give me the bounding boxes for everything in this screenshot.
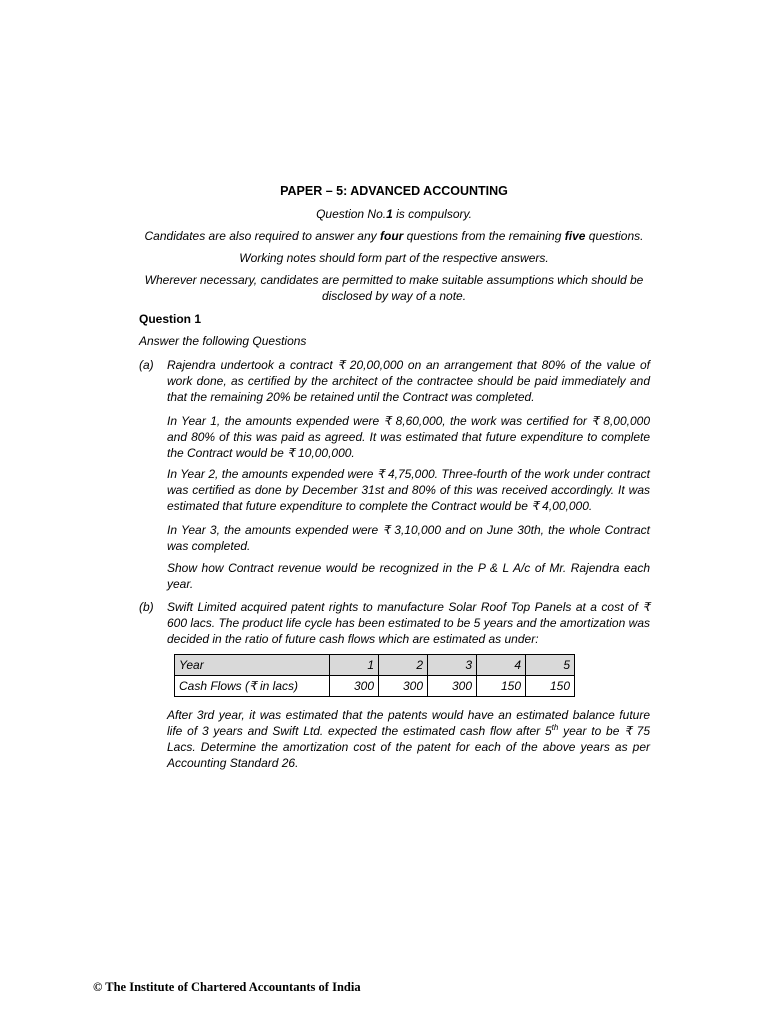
part-b-paragraph-2-pre: After 3rd year, it was estimated that the patents would have an estimated balance future life of 3 years and Swift Ltd. expected the estimated cash flow after 5	[167, 708, 650, 738]
part-b-paragraph-2	[167, 707, 650, 771]
question-heading: Question 1	[139, 312, 202, 326]
instruction-choice-five: five	[564, 229, 586, 243]
footer-copyright: © The Institute of Chartered Accountants of India	[93, 980, 361, 994]
instruction-choice-four: four	[380, 229, 404, 243]
question-intro: Answer the following Questions	[139, 334, 307, 348]
instruction-assumptions: Wherever necessary, candidates are permitted to make suitable assumptions which should be disclosed by way of a note.	[144, 273, 644, 303]
instruction-compulsory-number: 1	[386, 207, 393, 221]
part-a-paragraph-3: In Year 2, the amounts expended were ₹ 4,75,000. Three-fourth of the work under contract was certified as done by December 31st and 80% of this was received accordingly. It was estimated that future expenditure to complete the Contract would be ₹ 4,00,000.	[167, 467, 650, 513]
table-cell-year: 2	[379, 655, 428, 676]
instruction-compulsory-post: is compulsory.	[392, 207, 472, 221]
table-cell-year: 1	[330, 655, 379, 676]
instruction-choice-pre: Candidates are also required to answer any	[144, 229, 380, 243]
table-cell-cash-flow: 300	[330, 676, 379, 697]
part-b-paragraph-1: Swift Limited acquired patent rights to manufacture Solar Roof Top Panels at a cost of ₹ 600 lacs. The product life cycle has been estimated to be 5 years and the amortization was decided in the ratio of future cash flows which are estimated as under:	[167, 600, 650, 646]
part-b-paragraph-2-sup: th	[551, 723, 559, 732]
cash-flow-table	[174, 654, 575, 697]
part-b-paragraph-2-post: year to be ₹ 75 Lacs. Determine the amortization cost of the patent for each of the above years as per Accounting Standard 26.	[167, 724, 650, 770]
table-cell-cash-flow-label: Cash Flows (₹ in lacs)	[175, 676, 330, 697]
instruction-compulsory-pre: Question No.	[316, 207, 387, 221]
page-title: PAPER – 5: ADVANCED ACCOUNTING	[280, 184, 508, 198]
table-cell-year-label: Year	[175, 655, 330, 676]
part-a-letter: (a)	[139, 358, 154, 372]
table-cell-cash-flow: 150	[526, 676, 575, 697]
table-cell-cash-flow: 300	[428, 676, 477, 697]
instruction-choice	[118, 228, 670, 244]
table-cell-cash-flow: 150	[477, 676, 526, 697]
table-row	[175, 655, 575, 676]
table-cell-year: 4	[477, 655, 526, 676]
instruction-choice-post: questions.	[585, 229, 644, 243]
instruction-compulsory	[138, 206, 650, 222]
instruction-working-notes: Working notes should form part of the respective answers.	[239, 251, 549, 265]
table-row	[175, 676, 575, 697]
part-a-paragraph-5: Show how Contract revenue would be recognized in the P & L A/c of Mr. Rajendra each year.	[167, 561, 650, 591]
part-b-letter: (b)	[139, 600, 154, 614]
instruction-choice-mid: questions from the remaining	[403, 229, 565, 243]
table-cell-cash-flow: 300	[379, 676, 428, 697]
part-a-paragraph-4: In Year 3, the amounts expended were ₹ 3,10,000 and on June 30th, the whole Contract was completed.	[167, 523, 650, 553]
part-a-paragraph-2: In Year 1, the amounts expended were ₹ 8,60,000, the work was certified for ₹ 8,00,000 and 80% of this was paid as agreed. It was estimated that future expenditure to complete the Contract would be ₹ 10,00,000.	[167, 414, 650, 460]
table-cell-year: 5	[526, 655, 575, 676]
part-a-paragraph-1: Rajendra undertook a contract ₹ 20,00,000 on an arrangement that 80% of the value of work done, as certified by the architect of the contractee should be paid immediately and that the remaining 20% be retained until the Contract was completed.	[167, 358, 650, 404]
table-cell-year: 3	[428, 655, 477, 676]
